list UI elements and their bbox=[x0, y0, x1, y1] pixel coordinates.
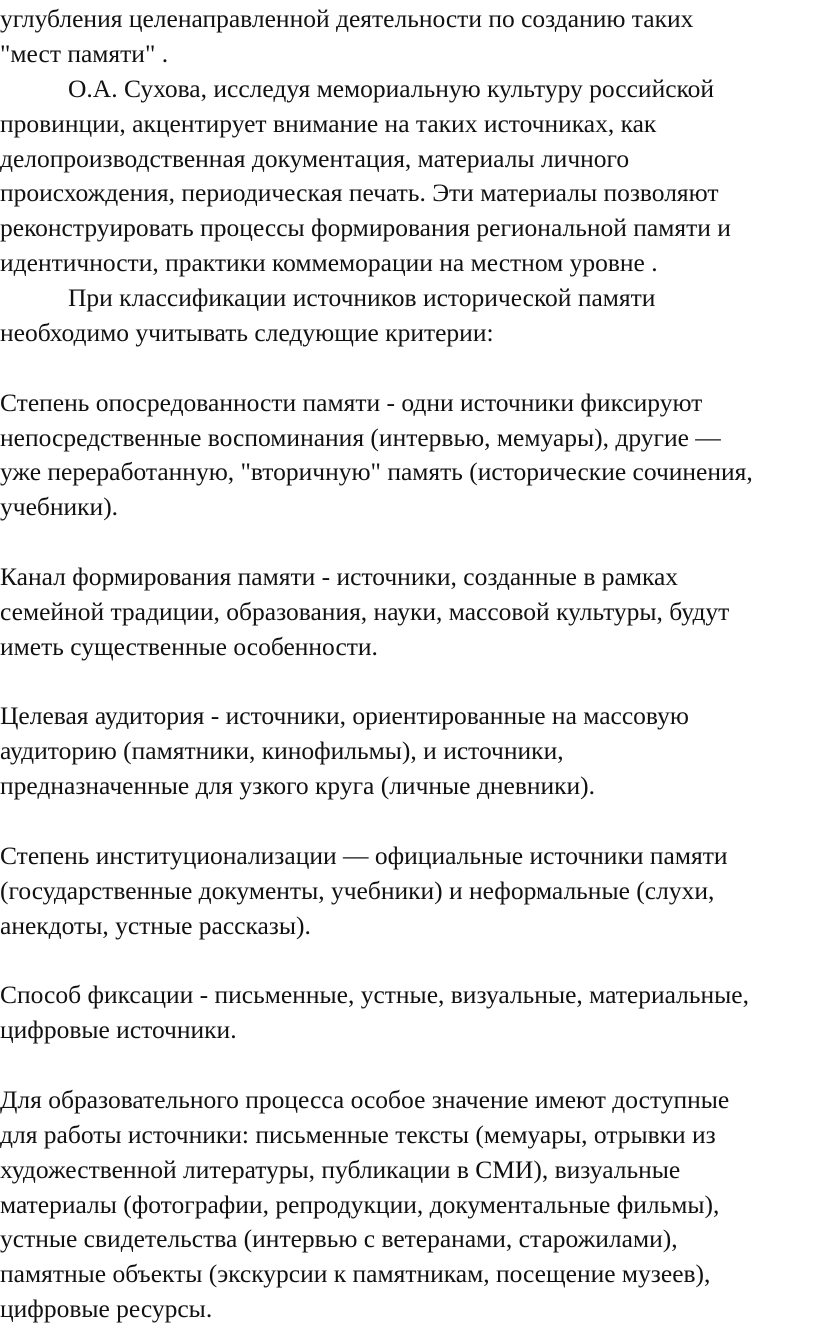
text-line: художественной литературы, публикации в СМИ), визуальные bbox=[0, 1155, 681, 1184]
text-line: материалы (фотографии, репродукции, документальные фильмы), bbox=[0, 1190, 720, 1219]
text-line: При классификации источников исторической памяти bbox=[68, 283, 656, 312]
text-line: непосредственные воспоминания (интервью, мемуары), другие — bbox=[0, 423, 721, 452]
text-line: Степень опосредованности памяти - одни источники фиксируют bbox=[0, 388, 703, 417]
text-line: Канал формирования памяти - источники, созданные в рамках bbox=[0, 562, 679, 591]
text-line: реконструировать процессы формирования региональной памяти и bbox=[0, 213, 731, 242]
text-line: О.А. Сухова, исследуя мемориальную культуру российской bbox=[68, 74, 715, 103]
text-line: устные свидетельства (интервью с ветеранами, старожилами), bbox=[0, 1224, 678, 1253]
text-line: "мест памяти" . bbox=[0, 39, 169, 68]
text-line: цифровые ресурсы. bbox=[0, 1294, 213, 1323]
text-line: провинции, акцентирует внимание на таких источниках, как bbox=[0, 109, 657, 138]
text-line: памятные объекты (экскурсии к памятникам, посещение музеев), bbox=[0, 1259, 711, 1288]
text-line: уже переработанную, "вторичную" память (исторические сочинения, bbox=[0, 457, 753, 486]
text-line: делопроизводственная документация, материалы личного bbox=[0, 144, 630, 173]
text-line: Способ фиксации - письменные, устные, визуальные, материальные, bbox=[0, 980, 749, 1009]
text-line: цифровые источники. bbox=[0, 1015, 237, 1044]
text-line: необходимо учитывать следующие критерии: bbox=[0, 318, 494, 347]
text-line: аудиторию (памятники, кинофильмы), и источники, bbox=[0, 736, 564, 765]
text-line: учебники). bbox=[0, 492, 119, 521]
text-line: Степень институционализации — официальные источники памяти bbox=[0, 841, 728, 870]
text-line: для работы источники: письменные тексты (мемуары, отрывки из bbox=[0, 1120, 716, 1149]
text-line: анекдоты, устные рассказы). bbox=[0, 911, 311, 940]
text-line: углубления целенаправленной деятельности по созданию таких bbox=[0, 4, 694, 33]
text-line: Целевая аудитория - источники, ориентированные на массовую bbox=[0, 701, 689, 730]
text-line: идентичности, практики коммеморации на местном уровне . bbox=[0, 248, 658, 277]
text-line: происхождения, периодическая печать. Эти материалы позволяют bbox=[0, 178, 719, 207]
text-line: семейной традиции, образования, науки, массовой культуры, будут bbox=[0, 597, 730, 626]
text-line: (государственные документы, учебники) и неформальные (слухи, bbox=[0, 876, 715, 905]
text-line: Для образовательного процесса особое значение имеют доступные bbox=[0, 1085, 730, 1114]
text-line: предназначенные для узкого круга (личные дневники). bbox=[0, 771, 596, 800]
text-line: иметь существенные особенности. bbox=[0, 632, 378, 661]
